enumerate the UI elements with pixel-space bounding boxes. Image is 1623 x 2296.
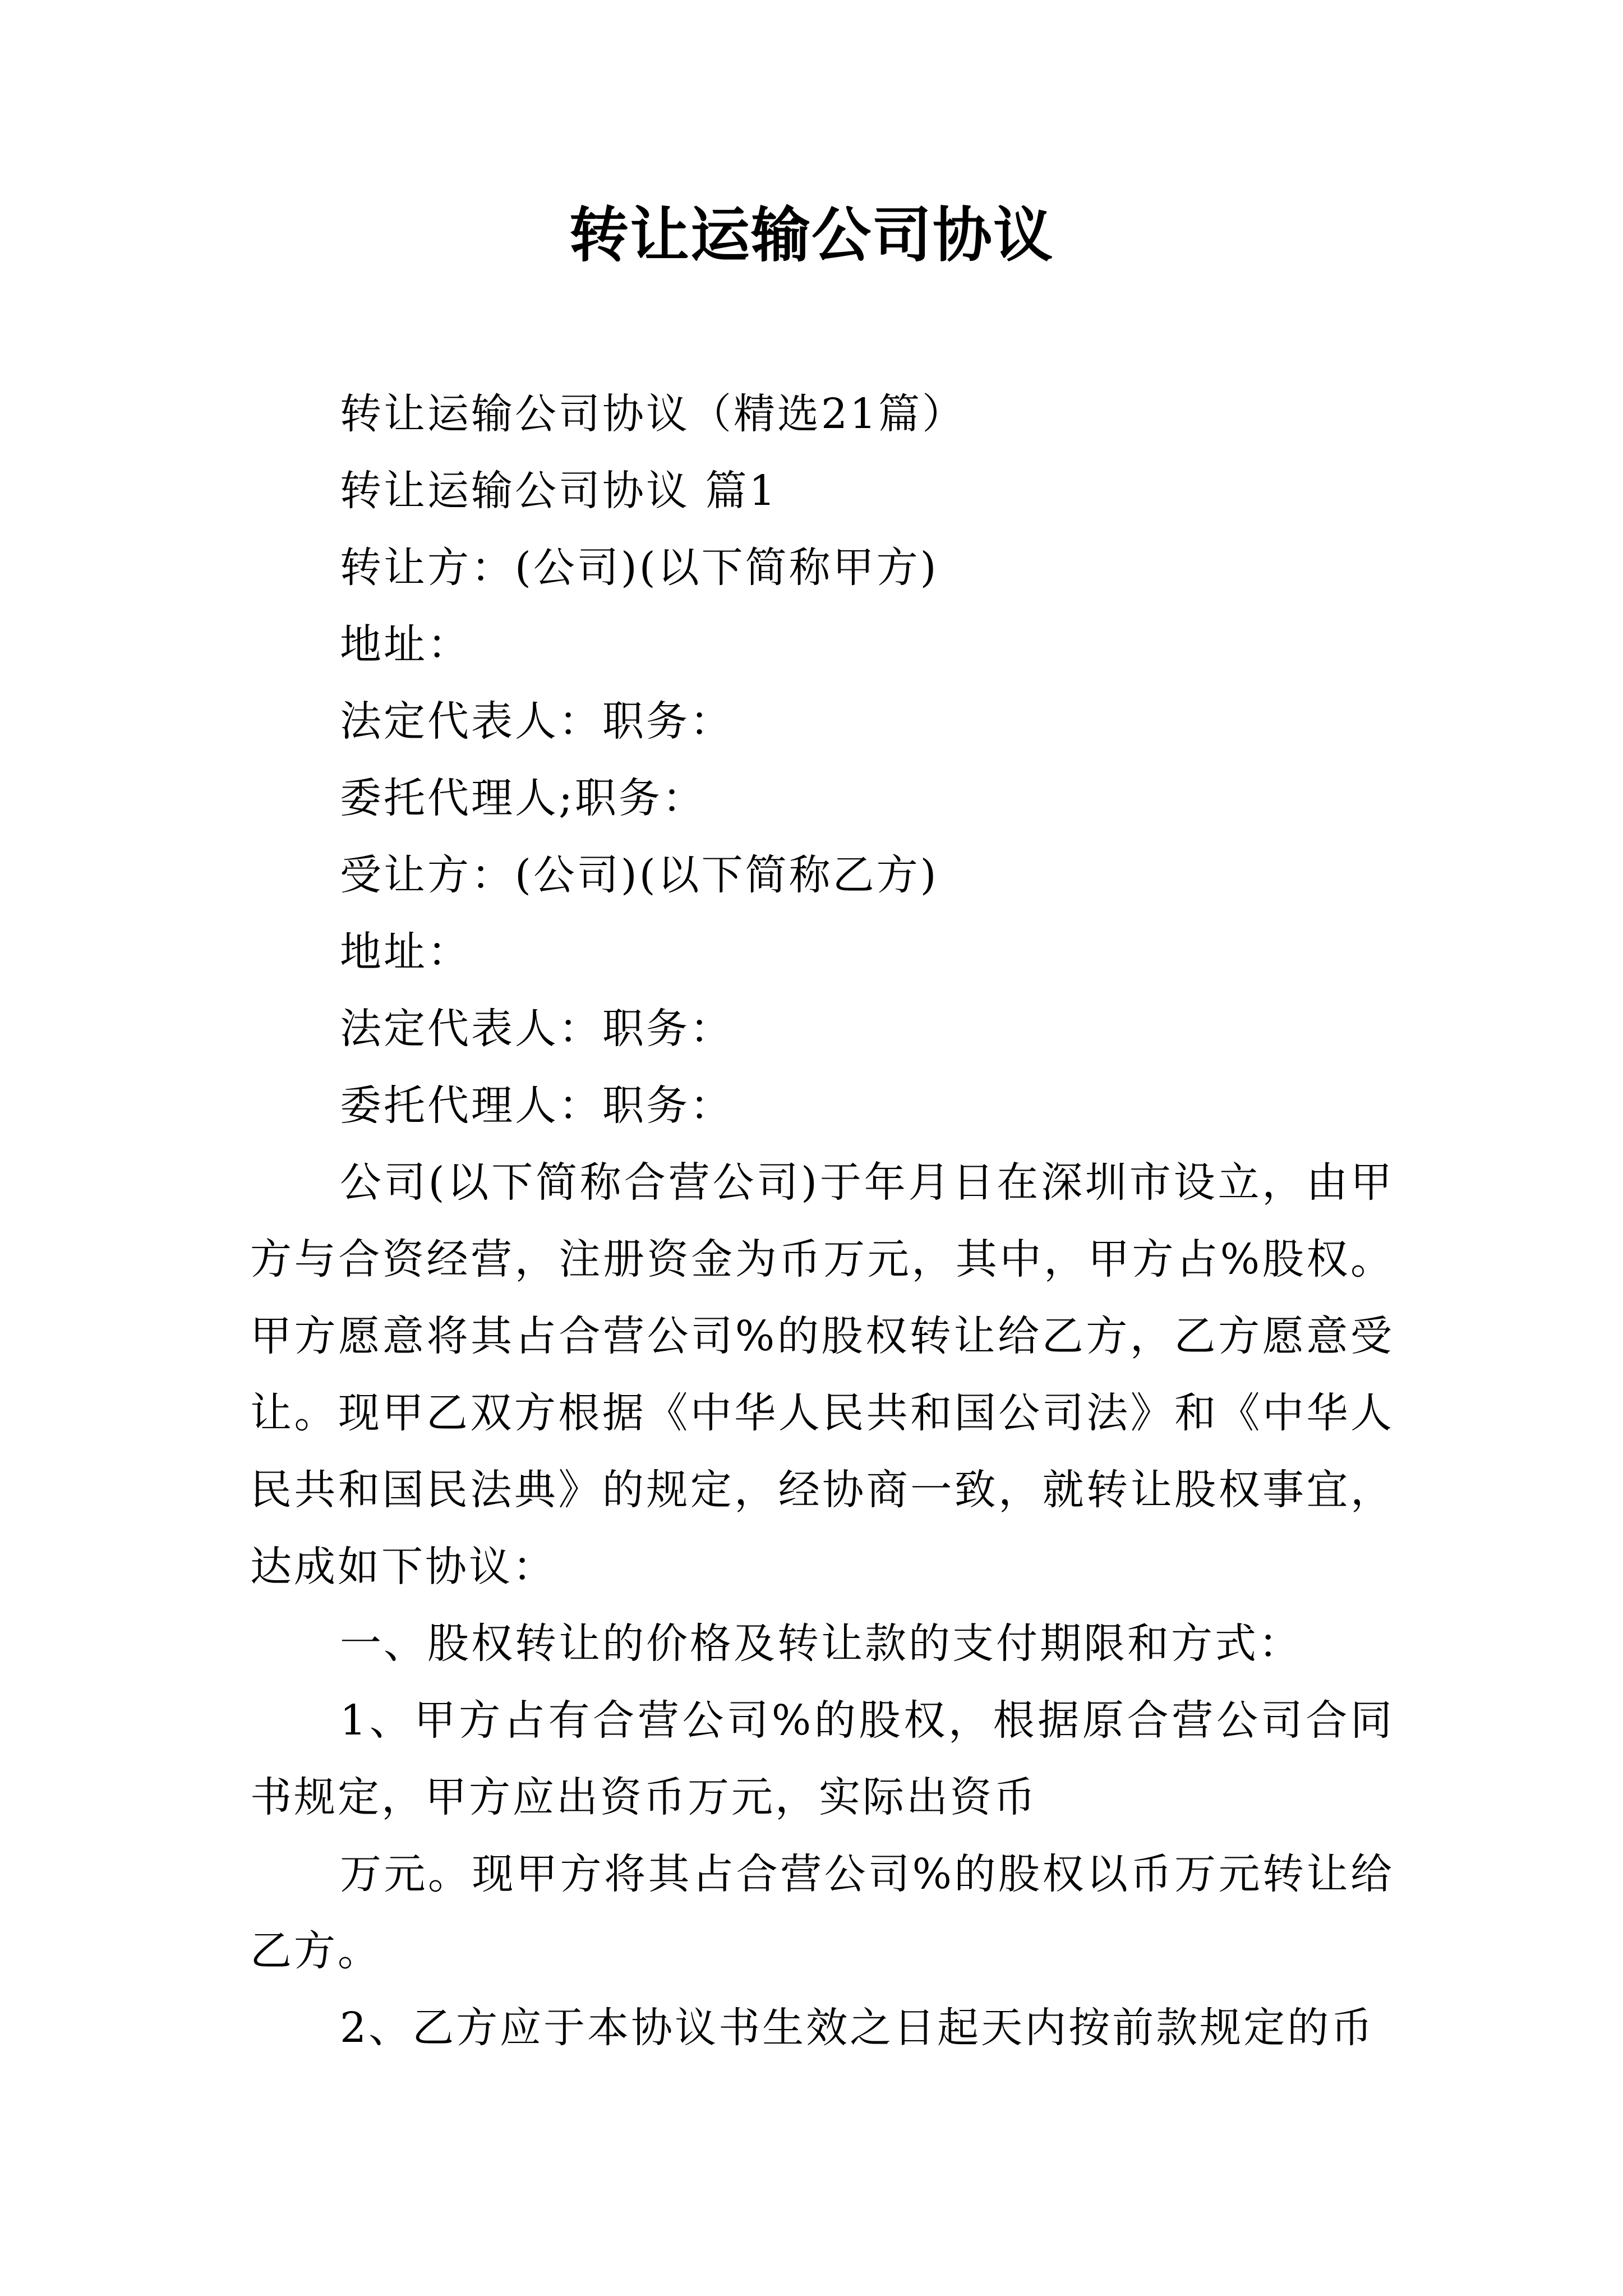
- transferor-line: 转让方：(公司)(以下简称甲方): [340, 544, 939, 592]
- transferee-agent-line: 委托代理人：职务：: [340, 1082, 734, 1130]
- transferee-line: 受让方：(公司)(以下简称乙方): [340, 851, 939, 899]
- collection-heading: 转让运输公司协议（精选21篇）: [340, 390, 966, 438]
- clause-1: 1、甲方占有合营公司%的股权，根据原合营公司合同书规定，甲方应出资币万元，实际出资币: [250, 1696, 1394, 1821]
- clause-2: 2、乙方应于本协议书生效之日起天内按前款规定的币: [340, 2004, 1375, 2052]
- document-title: 转让运输公司协议: [569, 201, 1054, 270]
- part-heading: 转让运输公司协议 篇1: [340, 467, 778, 515]
- section-1-heading: 一、股权转让的价格及转让款的支付期限和方式：: [340, 1619, 1302, 1668]
- transferee-legal-rep-line: 法定代表人：职务：: [340, 1005, 734, 1053]
- transferor-agent-line: 委托代理人;职务：: [340, 774, 706, 822]
- transferee-address-line: 地址：: [340, 928, 471, 976]
- intro-paragraph: 公司(以下简称合营公司)于年月日在深圳市设立，由甲方与合资经营，注册资金为币万元，其中，甲方占%股权。甲方愿意将其占合营公司%的股权转让给乙方，乙方愿意受让。现甲乙双方根据《中华人民共和国公司法》和《中华人民共和国民法典》的规定，经协商一致，就转让股权事宜，达成如下协议：: [250, 1158, 1394, 1591]
- transferor-legal-rep-line: 法定代表人：职务：: [340, 697, 734, 746]
- transferor-address-line: 地址：: [340, 620, 471, 669]
- clause-1-continued: 万元。现甲方将其占合营公司%的股权以币万元转让给乙方。: [250, 1850, 1394, 1975]
- document-body: [250, 376, 1394, 2067]
